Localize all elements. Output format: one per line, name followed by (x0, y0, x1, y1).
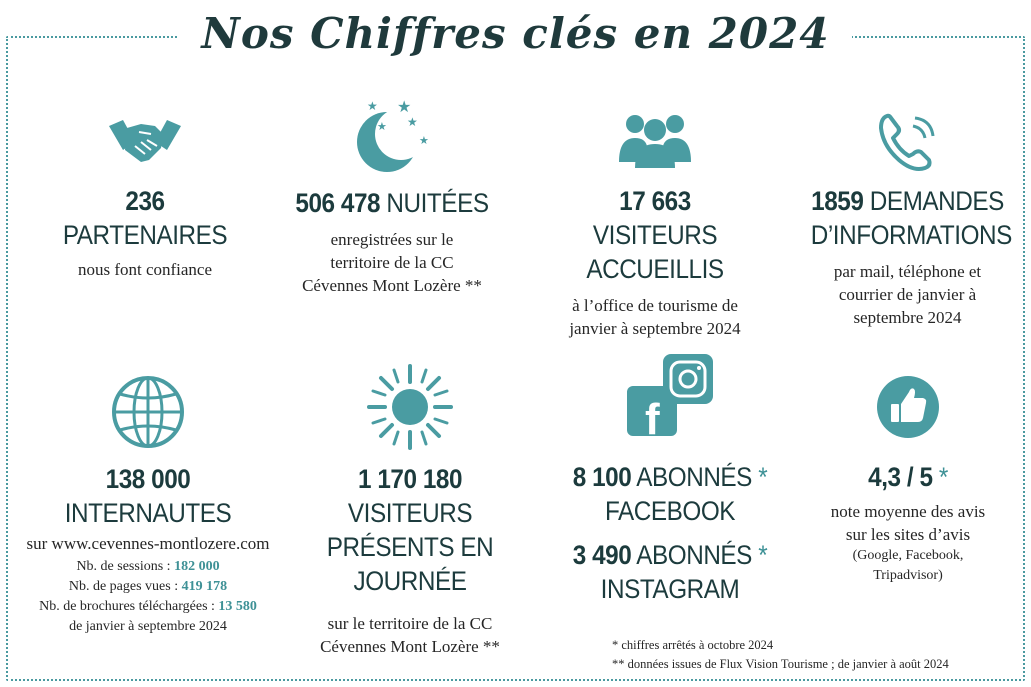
web-value: 138 000 (105, 464, 191, 494)
svg-text:★: ★ (397, 99, 412, 116)
stat-web (18, 372, 278, 637)
stat-visitors (545, 110, 765, 340)
pages-label: Nb. de pages vues : (68, 579, 182, 594)
visitors-label-2: ACCUEILLIS (586, 254, 724, 284)
stat-day (290, 362, 530, 658)
pages-value: 419 178 (181, 579, 228, 594)
nights-value: 506 478 (295, 188, 381, 218)
svg-text:★: ★ (367, 99, 378, 113)
stat-nights (282, 96, 502, 297)
ig-label: ABONNÉS (636, 540, 752, 570)
fb-name: FACEBOOK (604, 496, 736, 526)
sun-icon (365, 362, 455, 452)
day-value: 1 170 180 (357, 464, 463, 494)
visitors-value: 17 663 (619, 186, 691, 216)
svg-text:★: ★ (419, 135, 429, 147)
ig-star: * (758, 540, 768, 570)
rating-desc-1: note moyenne des avis (830, 502, 986, 521)
partners-value: 236 (125, 186, 165, 216)
sessions-value: 182 000 (174, 559, 220, 574)
requests-desc-2: courrier de janvier à (838, 285, 977, 304)
svg-text:f: f (645, 395, 660, 438)
visitors-desc-1: à l’office de tourisme de (572, 296, 738, 315)
page-title: Nos Chiffres clés en 2024 (179, 6, 851, 62)
nights-desc-2: territoire de la CC (330, 253, 454, 272)
web-desc: sur www.cevennes-montlozere.com (26, 534, 270, 553)
visitors-label: VISITEURS (592, 220, 718, 250)
rating-sources-2: Tripadvisor) (873, 568, 943, 583)
stat-social (560, 352, 780, 606)
nights-label: NUITÉES (386, 188, 489, 218)
fb-star: * (758, 462, 768, 492)
downloads-value: 13 580 (218, 599, 257, 614)
requests-desc-1: par mail, téléphone et (833, 262, 982, 281)
requests-label: DEMANDES (869, 186, 1004, 216)
fb-value: 8 100 (572, 462, 632, 492)
web-period: de janvier à septembre 2024 (69, 619, 227, 634)
rating-star: * (938, 462, 948, 492)
nights-desc-1: enregistrées sur le (330, 230, 454, 249)
day-desc-2: Cévennes Mont Lozère ** (320, 637, 500, 656)
title-bar (0, 0, 1031, 70)
day-desc-1: sur le territoire de la CC (327, 614, 493, 633)
visitors-desc-2: janvier à septembre 2024 (569, 319, 741, 338)
people-icon (615, 110, 695, 170)
footnote-2: ** données issues de Flux Vision Tourisme ; de janvier à août 2024 (612, 657, 949, 671)
svg-text:★: ★ (377, 121, 387, 133)
stat-partners (40, 112, 250, 281)
moon-stars-icon (347, 96, 437, 176)
footnote-1: * chiffres arrêtés à octobre 2024 (612, 638, 774, 652)
nights-desc-3: Cévennes Mont Lozère ** (302, 276, 482, 295)
footnotes (612, 636, 949, 674)
svg-text:★: ★ (407, 115, 418, 129)
social-icons (625, 352, 715, 438)
requests-label-2: D’INFORMATIONS (810, 220, 1012, 250)
day-label-2: PRÉSENTS EN JOURNÉE (326, 532, 494, 596)
partners-desc: nous font confiance (77, 260, 213, 279)
stat-requests (800, 110, 1015, 329)
thumbs-up-icon (875, 374, 941, 440)
rating-desc-2: sur les sites d’avis (845, 525, 971, 544)
ig-value: 3 490 (572, 540, 632, 570)
rating-value: 4,3 / 5 (868, 462, 933, 492)
requests-desc-3: septembre 2024 (853, 308, 962, 327)
web-label: INTERNAUTES (64, 498, 232, 528)
sessions-label: Nb. de sessions : (76, 559, 175, 574)
downloads-label: Nb. de brochures téléchargées : (39, 599, 219, 614)
day-label: VISITEURS (347, 498, 473, 528)
stat-rating (808, 374, 1008, 586)
phone-icon (873, 110, 943, 174)
requests-value: 1859 (811, 186, 864, 216)
handshake-icon (105, 112, 185, 172)
rating-sources-1: (Google, Facebook, (852, 548, 964, 563)
fb-label: ABONNÉS (636, 462, 752, 492)
ig-name: INSTAGRAM (600, 574, 740, 604)
globe-icon (108, 372, 188, 452)
partners-label: PARTENAIRES (62, 220, 228, 250)
